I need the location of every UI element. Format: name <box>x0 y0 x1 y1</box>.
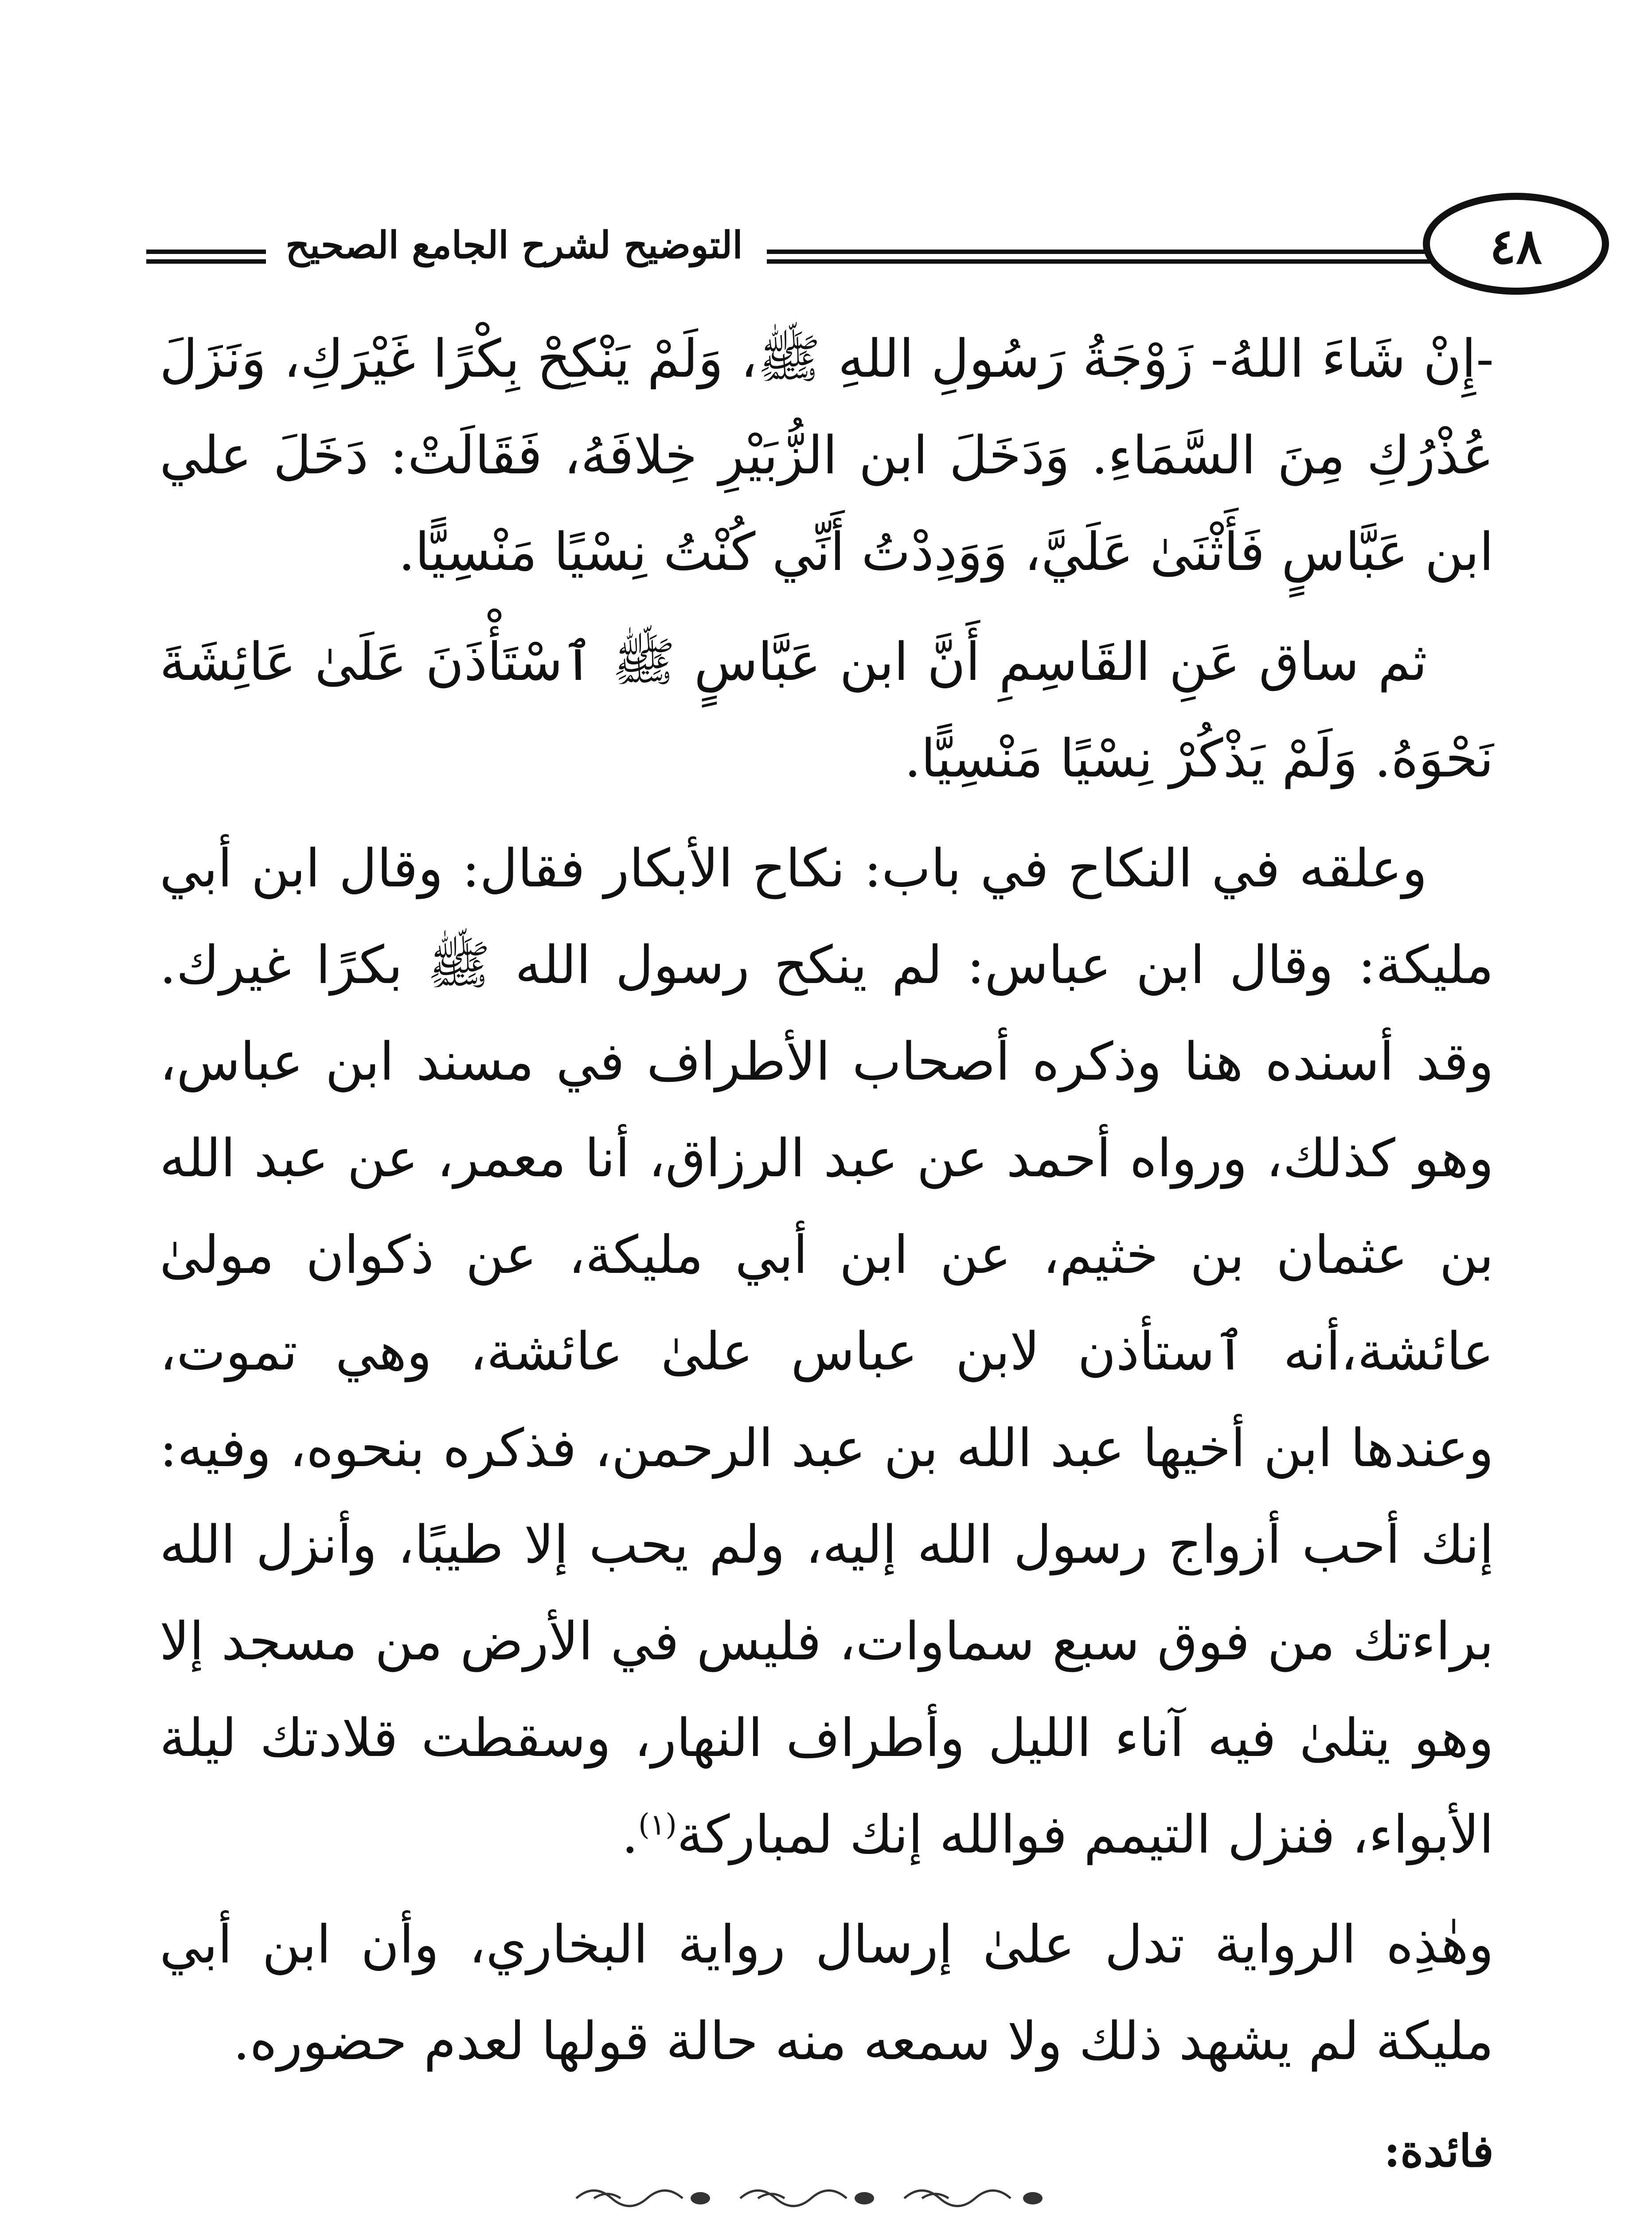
paragraph-2: ثم ساق عَنِ القَاسِمِ أَنَّ ابن عَبَّاسٍ ﷺ ٱسْتَأْذَنَ عَلَىٰ عَائِشَةَ نَحْوَهُ. وَلَمْ يَذْكُرْ نِسْيًا مَنْسِيًّا. <box>160 631 1494 789</box>
page-number-badge <box>1423 193 1609 295</box>
header-title: التوضيح لشرح الجامع الصحيح <box>285 223 743 267</box>
paragraph-3-end: . <box>621 1804 639 1865</box>
paragraph-3-text: وعلقه في النكاح في باب: نكاح الأبكار فقال: وقال ابن أبي مليكة: وقال ابن عباس: لم ينكح رسول الله ﷺ بكرًا غيرك. وقد أسنده هنا وذكره أصحاب الأطراف في مسند ابن عباس، وهو كذلك، ورواه أحمد عن عبد الرزاق، أنا معمر، عن عبد الله بن عثمان بن خثيم، عن ابن أبي مليكة، عن ذكوان مولىٰ عائشة،أنه ٱستأذن لابن عباس علىٰ عائشة، وهي تموت، وعندها ابن أخيها عبد الله بن عبد الرحمن، فذكره بنحوه، وفيه: إنك أحب أزواج رسول الله إليه، ولم يحب إلا طيبًا، وأنزل الله براءتك من فوق سبع سماوات، فليس في الأرض من مسجد إلا وهو يتلىٰ فيه آناء الليل وأطراف النهار، وسقطت قلادتك ليلة الأبواء، فنزل التيمم فوالله إنك لمباركة <box>160 838 1494 1865</box>
header-rule-right <box>767 250 1432 264</box>
paragraph-1: -إِنْ شَاءَ اللهُ- زَوْجَةُ رَسُولِ اللهِ ﷺ، وَلَمْ يَنْكِحْ بِكْرًا غَيْرَكِ، وَنَزَلَ عُذْرُكِ مِنَ السَّمَاءِ. وَدَخَلَ ابن الزُّبَيْرِ خِلافَهُ، فَقَالَتْ: دَخَلَ علي ابن عَبَّاسٍ فَأَثْنَىٰ عَلَيَّ، وَوَدِدْتُ أَنِّي كُنْتُ نِسْيًا مَنْسِيًّا. <box>160 328 1494 582</box>
ornament-divider <box>567 2178 1055 2216</box>
running-header <box>146 193 1543 299</box>
page-number: ٤٨ <box>1489 218 1543 275</box>
paragraph-3 <box>160 820 1494 1883</box>
main-text <box>160 310 1494 2216</box>
section-heading: فائدة: <box>1384 2125 1494 2177</box>
footnote-marker: (١) <box>638 1807 677 1842</box>
paragraph-4: وهٰذِه الرواية تدل علىٰ إرسال رواية البخاري، وأن ابن أبي مليكة لم يشهد ذلك ولا سمعه منه حالة قولها لعدم حضوره. <box>160 1914 1494 2072</box>
header-rule-left <box>146 250 266 264</box>
